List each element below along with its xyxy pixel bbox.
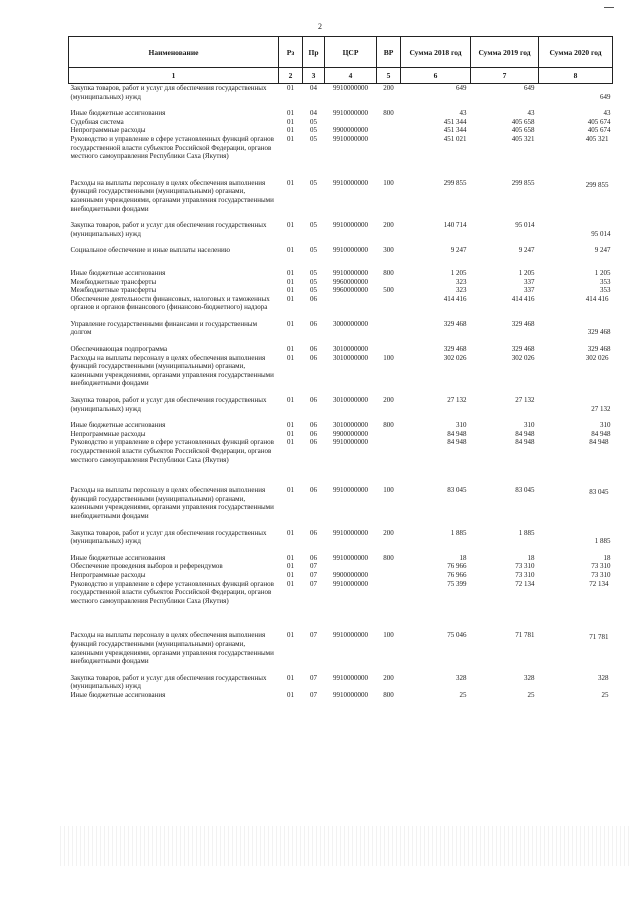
row-name: Расходы на выплаты персоналу в целях обеспечения выполнения функций государственными (муниципальными) органами, казенными учреждениями, органами управления государственными внебюджетными фондами xyxy=(70,353,274,388)
row-vr xyxy=(377,278,401,287)
header-sum-2018: Сумма 2018 год xyxy=(401,37,471,68)
row-sum-2020: 84 948 xyxy=(589,438,609,447)
table-row xyxy=(69,320,613,337)
table-row xyxy=(69,286,613,295)
row-rz: 01 xyxy=(287,109,294,118)
row-rz: 01 xyxy=(287,268,294,277)
row-csr xyxy=(325,295,377,312)
row-vr: 200 xyxy=(383,84,394,92)
scan-artifact xyxy=(60,826,630,866)
row-rz: 01 xyxy=(287,429,294,438)
row-pr: 06 xyxy=(310,429,317,438)
row-pr: 05 xyxy=(310,221,317,230)
row-sum-2020: 405 674 xyxy=(587,117,611,126)
row-vr xyxy=(377,126,401,135)
row-sum-2018: 27 132 xyxy=(447,396,467,405)
row-sum-2020: 73 310 xyxy=(591,562,611,571)
row-name: Иные бюджетные ассигнования xyxy=(70,109,166,118)
row-sum-2020: 414 416 xyxy=(585,294,609,303)
row-name: Руководство и управление в сфере установленных функций органов государственной власти субъектов Российской Федерации, органов местного самоуправления Республики Саха (Якутия) xyxy=(70,438,274,464)
row-rz: 01 xyxy=(287,126,294,135)
table-row xyxy=(69,118,613,127)
row-sum-2018: 451 021 xyxy=(443,134,467,143)
header-vr: ВР xyxy=(377,37,401,68)
row-sum-2019: 9 247 xyxy=(518,246,535,255)
row-sum-2019: 329 468 xyxy=(511,319,535,328)
row-name: Иные бюджетные ассигнования xyxy=(70,421,166,430)
row-sum-2019: 337 xyxy=(524,286,535,295)
row-pr: 06 xyxy=(310,421,317,430)
row-csr xyxy=(325,562,377,571)
row-sum-2019: 27 132 xyxy=(515,396,535,405)
row-sum-2018: 75 046 xyxy=(447,631,467,640)
table-row xyxy=(69,109,613,118)
row-rz: 01 xyxy=(287,353,294,362)
row-rz: 01 xyxy=(287,438,294,447)
row-pr: 04 xyxy=(310,109,317,118)
table-header-row xyxy=(69,37,613,68)
row-sum-2020: 83 045 xyxy=(589,488,609,497)
row-csr: 9960000000 xyxy=(333,286,368,295)
row-pr: 07 xyxy=(310,570,317,579)
row-sum-2018: 299 855 xyxy=(443,178,467,187)
row-sum-2020: 329 468 xyxy=(587,345,611,354)
row-vr: 800 xyxy=(383,421,394,430)
row-vr xyxy=(377,135,401,161)
table-row xyxy=(69,135,613,161)
table-row xyxy=(69,278,613,287)
row-rz: 01 xyxy=(287,221,294,230)
row-name: Руководство и управление в сфере установленных функций органов государственной власти субъектов Российской Федерации, органов местного самоуправления Республики Саха (Якутия) xyxy=(70,134,274,161)
header-name: Наименование xyxy=(69,37,279,68)
table-row xyxy=(69,126,613,135)
row-sum-2020: 1 885 xyxy=(594,537,611,546)
row-name: Закупка товаров, работ и услуг для обеспечения государственных (муниципальных) нужд xyxy=(70,396,267,413)
row-vr xyxy=(377,438,401,464)
row-sum-2018: 302 026 xyxy=(443,353,467,362)
row-sum-2018: 329 468 xyxy=(443,319,467,328)
row-pr: 05 xyxy=(310,268,317,277)
table-row xyxy=(69,438,613,464)
row-sum-2020: 71 781 xyxy=(589,633,609,642)
row-name: Межбюджетные трансферты xyxy=(70,286,157,295)
row-rz: 01 xyxy=(287,396,294,405)
row-name: Непрограммные расходы xyxy=(70,429,146,438)
column-number-row xyxy=(69,68,613,84)
table-row xyxy=(69,631,613,665)
table-row xyxy=(69,562,613,571)
row-vr xyxy=(377,320,401,337)
row-name: Обеспечение проведения выборов и референдумов xyxy=(70,562,223,571)
row-name: Закупка товаров, работ и услуг для обеспечения государственных (муниципальных) нужд xyxy=(70,528,267,546)
row-name: Непрограммные расходы xyxy=(70,126,146,135)
row-vr: 800 xyxy=(383,690,394,699)
column-number: 5 xyxy=(377,68,401,84)
row-sum-2018: 76 966 xyxy=(447,562,467,571)
row-vr xyxy=(377,118,401,127)
row-sum-2020: 405 674 xyxy=(587,126,611,135)
row-sum-2020: 43 xyxy=(603,109,611,118)
row-sum-2019: 95 014 xyxy=(515,221,535,230)
row-name: Обеспечение деятельности финансовых, налоговых и таможенных органов и органов финансового (финансово-бюджетного) надзора xyxy=(70,294,270,312)
column-number: 2 xyxy=(279,68,303,84)
row-sum-2019: 73 310 xyxy=(515,570,535,579)
row-csr: 9910000000 xyxy=(333,579,368,588)
budget-table-container xyxy=(68,36,612,699)
row-rz: 01 xyxy=(287,486,294,495)
row-vr xyxy=(377,345,401,354)
row-csr: 3000000000 xyxy=(333,319,368,328)
row-pr: 07 xyxy=(310,562,317,571)
row-rz: 01 xyxy=(287,84,294,92)
row-csr: 9910000000 xyxy=(333,673,368,682)
row-csr: 9910000000 xyxy=(333,109,368,118)
row-name: Иные бюджетные ассигнования xyxy=(70,690,166,699)
row-rz: 01 xyxy=(287,319,294,328)
row-sum-2018: 323 xyxy=(456,286,467,295)
row-vr: 100 xyxy=(383,631,394,640)
row-sum-2019: 299 855 xyxy=(511,178,535,187)
row-vr: 800 xyxy=(383,109,394,118)
row-sum-2020: 328 xyxy=(598,673,609,682)
row-vr: 100 xyxy=(383,486,394,495)
row-sum-2018: 649 xyxy=(456,84,467,92)
row-sum-2018: 328 xyxy=(456,673,467,682)
table-row xyxy=(69,84,613,102)
row-sum-2018: 18 xyxy=(459,553,467,562)
row-sum-2020: 302 026 xyxy=(585,353,609,362)
row-pr: 06 xyxy=(310,528,317,537)
row-vr: 200 xyxy=(383,396,394,405)
row-sum-2020: 18 xyxy=(603,553,611,562)
row-sum-2018: 25 xyxy=(459,690,467,699)
row-csr: 9910000000 xyxy=(333,486,368,495)
row-rz: 01 xyxy=(287,246,294,255)
row-rz: 01 xyxy=(287,294,294,303)
row-sum-2019: 73 310 xyxy=(515,562,535,571)
row-sum-2019: 302 026 xyxy=(511,353,535,362)
row-name: Закупка товаров, работ и услуг для обеспечения государственных (муниципальных) нужд xyxy=(70,221,267,238)
row-sum-2020: 329 468 xyxy=(587,328,611,337)
row-rz: 01 xyxy=(287,345,294,354)
row-vr: 200 xyxy=(383,673,394,682)
row-pr: 06 xyxy=(310,319,317,328)
row-pr: 06 xyxy=(310,438,317,447)
column-number: 3 xyxy=(303,68,325,84)
row-rz: 01 xyxy=(287,178,294,187)
row-csr: 9910000000 xyxy=(333,438,368,447)
row-name: Непрограммные расходы xyxy=(70,570,146,579)
row-pr: 05 xyxy=(310,178,317,187)
row-csr: 9910000000 xyxy=(333,528,368,537)
table-row xyxy=(69,571,613,580)
row-rz: 01 xyxy=(287,562,294,571)
row-name: Иные бюджетные ассигнования xyxy=(70,553,166,562)
row-vr xyxy=(377,562,401,571)
row-sum-2019: 84 948 xyxy=(515,429,535,438)
row-pr: 06 xyxy=(310,353,317,362)
row-sum-2019: 414 416 xyxy=(511,294,535,303)
row-pr: 05 xyxy=(310,117,317,126)
row-name: Закупка товаров, работ и услуг для обеспечения государственных (муниципальных) нужд xyxy=(70,673,267,691)
row-name: Расходы на выплаты персоналу в целях обеспечения выполнения функций государственными (муниципальными) органами, казенными учреждениями, органами управления государственными внебюджетными фондами xyxy=(70,486,274,520)
row-name: Расходы на выплаты персоналу в целях обеспечения выполнения функций государственными (муниципальными) органами, казенными учреждениями, органами управления государственными внебюджетными фондами xyxy=(70,178,274,213)
row-sum-2018: 1 205 xyxy=(450,268,467,277)
row-sum-2020: 95 014 xyxy=(591,229,611,238)
row-vr xyxy=(377,430,401,439)
row-sum-2020: 299 855 xyxy=(585,180,609,189)
row-sum-2019: 405 658 xyxy=(511,126,535,135)
row-rz: 01 xyxy=(287,421,294,430)
row-rz: 01 xyxy=(287,553,294,562)
row-pr: 06 xyxy=(310,396,317,405)
row-rz: 01 xyxy=(287,528,294,537)
row-rz: 01 xyxy=(287,117,294,126)
row-vr: 500 xyxy=(383,286,394,295)
row-vr: 200 xyxy=(383,528,394,537)
row-vr xyxy=(377,295,401,312)
row-vr: 100 xyxy=(383,353,394,362)
row-sum-2018: 84 948 xyxy=(447,438,467,447)
row-csr: 9900000000 xyxy=(333,126,368,135)
row-sum-2019: 337 xyxy=(524,277,535,286)
column-number: 7 xyxy=(471,68,539,84)
row-csr: 3010000000 xyxy=(333,396,368,405)
row-pr: 07 xyxy=(310,690,317,699)
table-row xyxy=(69,421,613,430)
row-rz: 01 xyxy=(287,134,294,143)
row-sum-2020: 353 xyxy=(600,277,611,286)
row-sum-2019: 329 468 xyxy=(511,345,535,354)
row-vr: 100 xyxy=(383,178,394,187)
row-csr: 9910000000 xyxy=(333,178,368,187)
table-body xyxy=(69,84,613,700)
table-row xyxy=(69,674,613,691)
row-name: Социальное обеспечение и иные выплаты населению xyxy=(70,246,230,255)
header-sum-2020: Сумма 2020 год xyxy=(539,37,613,68)
row-sum-2019: 25 xyxy=(527,690,535,699)
row-vr: 800 xyxy=(383,553,394,562)
row-pr: 06 xyxy=(310,345,317,354)
row-name: Межбюджетные трансферты xyxy=(70,277,157,286)
row-sum-2018: 451 344 xyxy=(443,117,467,126)
row-vr: 200 xyxy=(383,221,394,230)
row-sum-2020: 9 247 xyxy=(594,246,611,255)
row-sum-2018: 323 xyxy=(456,277,467,286)
row-sum-2018: 76 966 xyxy=(447,570,467,579)
row-csr: 9910000000 xyxy=(333,221,368,230)
table-row xyxy=(69,529,613,546)
row-name: Иные бюджетные ассигнования xyxy=(70,268,166,277)
row-sum-2019: 71 781 xyxy=(515,631,535,640)
row-pr: 05 xyxy=(310,246,317,255)
row-name: Расходы на выплаты персоналу в целях обеспечения выполнения функций государственными (муниципальными) органами, казенными учреждениями, органами управления государственными внебюджетными фондами xyxy=(70,631,274,666)
table-row xyxy=(69,179,613,213)
row-sum-2018: 451 344 xyxy=(443,126,467,135)
row-name: Судебная система xyxy=(70,117,124,126)
row-sum-2020: 353 xyxy=(600,286,611,295)
column-number: 1 xyxy=(69,68,279,84)
row-sum-2019: 83 045 xyxy=(515,486,535,495)
row-vr xyxy=(377,580,401,606)
row-pr: 04 xyxy=(310,84,317,92)
row-csr: 9960000000 xyxy=(333,277,368,286)
table-row xyxy=(69,354,613,388)
row-name: Руководство и управление в сфере установленных функций органов государственной власти субъектов Российской Федерации, органов местного самоуправления Республики Саха (Якутия) xyxy=(70,579,274,605)
table-row xyxy=(69,554,613,563)
row-rz: 01 xyxy=(287,277,294,286)
column-number: 6 xyxy=(401,68,471,84)
row-sum-2019: 649 xyxy=(524,84,535,92)
row-pr: 05 xyxy=(310,286,317,295)
row-sum-2018: 1 885 xyxy=(450,528,467,537)
table-row xyxy=(69,580,613,606)
header-pr: Пр xyxy=(303,37,325,68)
row-csr: 9900000000 xyxy=(333,429,368,438)
row-csr: 9910000000 xyxy=(333,690,368,699)
row-sum-2019: 72 134 xyxy=(515,579,535,588)
row-vr xyxy=(377,571,401,580)
row-sum-2020: 72 134 xyxy=(589,579,609,588)
table-row xyxy=(69,345,613,354)
row-vr: 300 xyxy=(383,246,394,255)
row-csr: 9910000000 xyxy=(333,84,368,92)
row-csr: 9910000000 xyxy=(333,268,368,277)
row-sum-2018: 83 045 xyxy=(447,486,467,495)
row-pr: 06 xyxy=(310,553,317,562)
row-sum-2019: 310 xyxy=(524,421,535,430)
row-sum-2018: 329 468 xyxy=(443,345,467,354)
row-csr: 9910000000 xyxy=(333,631,368,640)
page-number: 2 xyxy=(318,22,322,31)
corner-mark xyxy=(604,7,614,8)
row-sum-2019: 1 205 xyxy=(518,268,535,277)
row-sum-2019: 328 xyxy=(524,673,535,682)
row-pr: 07 xyxy=(310,631,317,640)
table-row xyxy=(69,246,613,255)
row-sum-2019: 405 321 xyxy=(511,134,535,143)
row-rz: 01 xyxy=(287,570,294,579)
row-rz: 01 xyxy=(287,579,294,588)
row-name: Закупка товаров, работ и услуг для обеспечения государственных (муниципальных) нужд xyxy=(70,84,267,101)
table-row xyxy=(69,430,613,439)
row-sum-2020: 649 xyxy=(600,92,611,101)
row-csr: 9910000000 xyxy=(333,134,368,143)
row-sum-2019: 84 948 xyxy=(515,438,535,447)
row-rz: 01 xyxy=(287,286,294,295)
header-csr: ЦСР xyxy=(325,37,377,68)
row-sum-2018: 414 416 xyxy=(443,294,467,303)
row-sum-2020: 405 321 xyxy=(585,134,609,143)
row-rz: 01 xyxy=(287,631,294,640)
row-sum-2020: 73 310 xyxy=(591,570,611,579)
table-row xyxy=(69,691,613,700)
row-sum-2020: 27 132 xyxy=(591,404,611,413)
row-sum-2020: 84 948 xyxy=(591,429,611,438)
budget-table xyxy=(68,36,613,699)
row-csr: 3010000000 xyxy=(333,345,368,354)
row-csr: 9910000000 xyxy=(333,553,368,562)
row-pr: 05 xyxy=(310,277,317,286)
row-sum-2018: 310 xyxy=(456,421,467,430)
row-sum-2019: 43 xyxy=(527,109,535,118)
table-row xyxy=(69,295,613,312)
row-sum-2018: 75 399 xyxy=(447,579,467,588)
row-sum-2018: 84 948 xyxy=(447,429,467,438)
table-row xyxy=(69,486,613,520)
row-csr: 9910000000 xyxy=(333,246,368,255)
row-csr xyxy=(325,118,377,127)
row-sum-2020: 25 xyxy=(601,690,609,699)
row-csr: 3010000000 xyxy=(333,421,368,430)
column-number: 4 xyxy=(325,68,377,84)
row-pr: 07 xyxy=(310,579,317,588)
row-sum-2018: 43 xyxy=(459,109,467,118)
row-pr: 05 xyxy=(310,134,317,143)
row-pr: 06 xyxy=(310,486,317,495)
header-sum-2019: Сумма 2019 год xyxy=(471,37,539,68)
row-sum-2018: 9 247 xyxy=(450,246,467,255)
row-sum-2019: 405 658 xyxy=(511,117,535,126)
row-sum-2019: 18 xyxy=(527,553,535,562)
row-rz: 01 xyxy=(287,673,294,682)
column-number: 8 xyxy=(539,68,613,84)
header-rz: Рз xyxy=(279,37,303,68)
row-pr: 06 xyxy=(310,294,317,303)
row-vr: 800 xyxy=(383,268,394,277)
row-pr: 07 xyxy=(310,673,317,682)
row-sum-2018: 140 714 xyxy=(443,221,467,230)
row-rz: 01 xyxy=(287,690,294,699)
row-csr: 9900000000 xyxy=(333,570,368,579)
table-row xyxy=(69,269,613,278)
row-csr: 3010000000 xyxy=(333,353,368,362)
row-sum-2020: 310 xyxy=(600,421,611,430)
row-sum-2019: 1 885 xyxy=(518,528,535,537)
table-row xyxy=(69,396,613,413)
table-row xyxy=(69,221,613,238)
row-name: Обеспечивающая подпрограмма xyxy=(70,345,168,354)
row-pr: 05 xyxy=(310,126,317,135)
row-sum-2020: 1 205 xyxy=(594,268,611,277)
row-name: Управление государственными финансами и государственным долгом xyxy=(70,319,258,337)
